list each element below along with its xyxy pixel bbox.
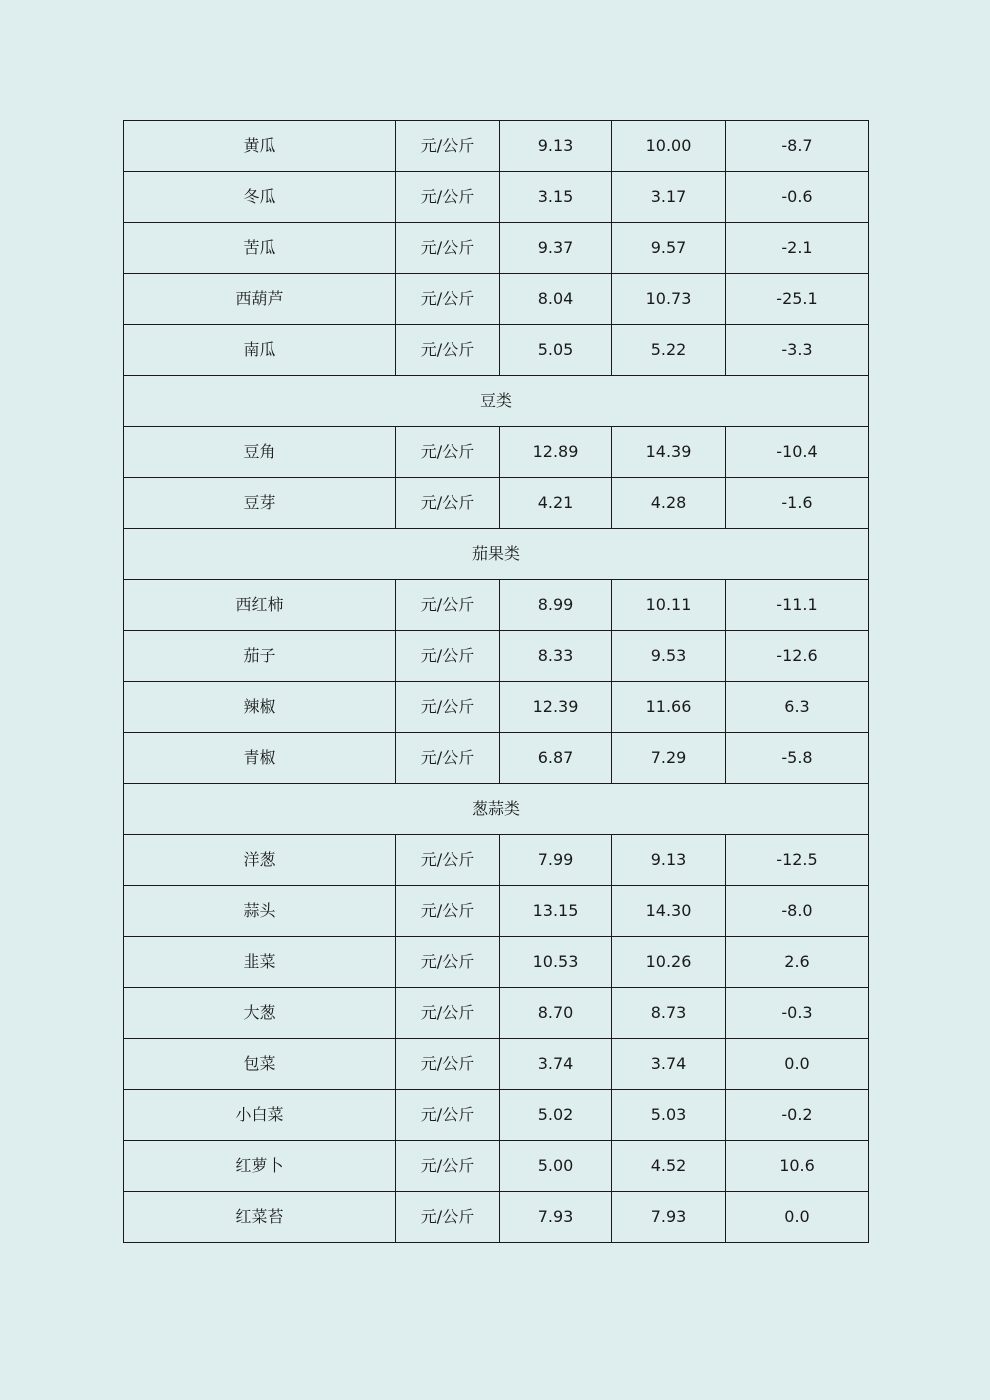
current-price-cell: 5.00 bbox=[500, 1141, 612, 1192]
item-name-cell: 冬瓜 bbox=[124, 172, 396, 223]
table-row bbox=[124, 886, 869, 937]
unit-cell: 元/公斤 bbox=[396, 988, 500, 1039]
change-percent-cell: -8.0 bbox=[726, 886, 869, 937]
unit-cell: 元/公斤 bbox=[396, 937, 500, 988]
item-name-cell: 南瓜 bbox=[124, 325, 396, 376]
change-percent-cell: 0.0 bbox=[726, 1192, 869, 1243]
category-row bbox=[124, 376, 869, 427]
vegetable-price-table bbox=[123, 120, 869, 1243]
current-price-cell: 8.99 bbox=[500, 580, 612, 631]
change-percent-cell: -0.3 bbox=[726, 988, 869, 1039]
previous-price-cell: 14.39 bbox=[612, 427, 726, 478]
unit-cell: 元/公斤 bbox=[396, 478, 500, 529]
previous-price-cell: 3.74 bbox=[612, 1039, 726, 1090]
item-name-cell: 茄子 bbox=[124, 631, 396, 682]
table-row bbox=[124, 631, 869, 682]
previous-price-cell: 9.57 bbox=[612, 223, 726, 274]
previous-price-cell: 4.28 bbox=[612, 478, 726, 529]
previous-price-cell: 5.22 bbox=[612, 325, 726, 376]
item-name-cell: 苦瓜 bbox=[124, 223, 396, 274]
item-name-cell: 红菜苔 bbox=[124, 1192, 396, 1243]
table-row bbox=[124, 937, 869, 988]
change-percent-cell: 2.6 bbox=[726, 937, 869, 988]
previous-price-cell: 14.30 bbox=[612, 886, 726, 937]
item-name-cell: 辣椒 bbox=[124, 682, 396, 733]
item-name-cell: 黄瓜 bbox=[124, 121, 396, 172]
unit-cell: 元/公斤 bbox=[396, 274, 500, 325]
unit-cell: 元/公斤 bbox=[396, 427, 500, 478]
item-name-cell: 豆芽 bbox=[124, 478, 396, 529]
current-price-cell: 3.74 bbox=[500, 1039, 612, 1090]
table-row bbox=[124, 121, 869, 172]
category-label: 豆类 bbox=[124, 376, 869, 427]
unit-cell: 元/公斤 bbox=[396, 733, 500, 784]
table-row bbox=[124, 325, 869, 376]
change-percent-cell: -0.6 bbox=[726, 172, 869, 223]
current-price-cell: 9.13 bbox=[500, 121, 612, 172]
table-row bbox=[124, 427, 869, 478]
change-percent-cell: -5.8 bbox=[726, 733, 869, 784]
current-price-cell: 6.87 bbox=[500, 733, 612, 784]
current-price-cell: 8.33 bbox=[500, 631, 612, 682]
item-name-cell: 小白菜 bbox=[124, 1090, 396, 1141]
table-row bbox=[124, 835, 869, 886]
current-price-cell: 10.53 bbox=[500, 937, 612, 988]
unit-cell: 元/公斤 bbox=[396, 682, 500, 733]
unit-cell: 元/公斤 bbox=[396, 1090, 500, 1141]
previous-price-cell: 10.26 bbox=[612, 937, 726, 988]
current-price-cell: 13.15 bbox=[500, 886, 612, 937]
table-row bbox=[124, 682, 869, 733]
unit-cell: 元/公斤 bbox=[396, 886, 500, 937]
change-percent-cell: -12.6 bbox=[726, 631, 869, 682]
table-row bbox=[124, 223, 869, 274]
unit-cell: 元/公斤 bbox=[396, 835, 500, 886]
unit-cell: 元/公斤 bbox=[396, 325, 500, 376]
previous-price-cell: 7.93 bbox=[612, 1192, 726, 1243]
previous-price-cell: 7.29 bbox=[612, 733, 726, 784]
current-price-cell: 8.70 bbox=[500, 988, 612, 1039]
unit-cell: 元/公斤 bbox=[396, 1039, 500, 1090]
category-label: 葱蒜类 bbox=[124, 784, 869, 835]
table-row bbox=[124, 733, 869, 784]
change-percent-cell: -10.4 bbox=[726, 427, 869, 478]
current-price-cell: 4.21 bbox=[500, 478, 612, 529]
previous-price-cell: 10.00 bbox=[612, 121, 726, 172]
current-price-cell: 12.89 bbox=[500, 427, 612, 478]
item-name-cell: 豆角 bbox=[124, 427, 396, 478]
unit-cell: 元/公斤 bbox=[396, 1192, 500, 1243]
previous-price-cell: 5.03 bbox=[612, 1090, 726, 1141]
change-percent-cell: -12.5 bbox=[726, 835, 869, 886]
table-row bbox=[124, 1141, 869, 1192]
table-row bbox=[124, 1192, 869, 1243]
unit-cell: 元/公斤 bbox=[396, 1141, 500, 1192]
table-row bbox=[124, 580, 869, 631]
item-name-cell: 红萝卜 bbox=[124, 1141, 396, 1192]
item-name-cell: 洋葱 bbox=[124, 835, 396, 886]
unit-cell: 元/公斤 bbox=[396, 580, 500, 631]
change-percent-cell: -0.2 bbox=[726, 1090, 869, 1141]
change-percent-cell: 6.3 bbox=[726, 682, 869, 733]
item-name-cell: 大葱 bbox=[124, 988, 396, 1039]
previous-price-cell: 11.66 bbox=[612, 682, 726, 733]
item-name-cell: 西红柿 bbox=[124, 580, 396, 631]
change-percent-cell: -2.1 bbox=[726, 223, 869, 274]
change-percent-cell: -3.3 bbox=[726, 325, 869, 376]
category-row bbox=[124, 784, 869, 835]
previous-price-cell: 3.17 bbox=[612, 172, 726, 223]
table-row bbox=[124, 988, 869, 1039]
table-row bbox=[124, 1090, 869, 1141]
table-row bbox=[124, 478, 869, 529]
unit-cell: 元/公斤 bbox=[396, 223, 500, 274]
item-name-cell: 蒜头 bbox=[124, 886, 396, 937]
previous-price-cell: 4.52 bbox=[612, 1141, 726, 1192]
unit-cell: 元/公斤 bbox=[396, 631, 500, 682]
change-percent-cell: 0.0 bbox=[726, 1039, 869, 1090]
current-price-cell: 5.05 bbox=[500, 325, 612, 376]
change-percent-cell: -25.1 bbox=[726, 274, 869, 325]
previous-price-cell: 9.13 bbox=[612, 835, 726, 886]
item-name-cell: 青椒 bbox=[124, 733, 396, 784]
previous-price-cell: 10.73 bbox=[612, 274, 726, 325]
current-price-cell: 12.39 bbox=[500, 682, 612, 733]
change-percent-cell: -8.7 bbox=[726, 121, 869, 172]
category-row bbox=[124, 529, 869, 580]
previous-price-cell: 8.73 bbox=[612, 988, 726, 1039]
current-price-cell: 8.04 bbox=[500, 274, 612, 325]
unit-cell: 元/公斤 bbox=[396, 172, 500, 223]
table-row bbox=[124, 172, 869, 223]
current-price-cell: 5.02 bbox=[500, 1090, 612, 1141]
change-percent-cell: -1.6 bbox=[726, 478, 869, 529]
category-label: 茄果类 bbox=[124, 529, 869, 580]
current-price-cell: 7.93 bbox=[500, 1192, 612, 1243]
price-table-body bbox=[124, 121, 869, 1243]
item-name-cell: 西葫芦 bbox=[124, 274, 396, 325]
item-name-cell: 包菜 bbox=[124, 1039, 396, 1090]
change-percent-cell: 10.6 bbox=[726, 1141, 869, 1192]
table-row bbox=[124, 274, 869, 325]
item-name-cell: 韭菜 bbox=[124, 937, 396, 988]
change-percent-cell: -11.1 bbox=[726, 580, 869, 631]
current-price-cell: 3.15 bbox=[500, 172, 612, 223]
current-price-cell: 9.37 bbox=[500, 223, 612, 274]
previous-price-cell: 9.53 bbox=[612, 631, 726, 682]
table-row bbox=[124, 1039, 869, 1090]
current-price-cell: 7.99 bbox=[500, 835, 612, 886]
unit-cell: 元/公斤 bbox=[396, 121, 500, 172]
previous-price-cell: 10.11 bbox=[612, 580, 726, 631]
